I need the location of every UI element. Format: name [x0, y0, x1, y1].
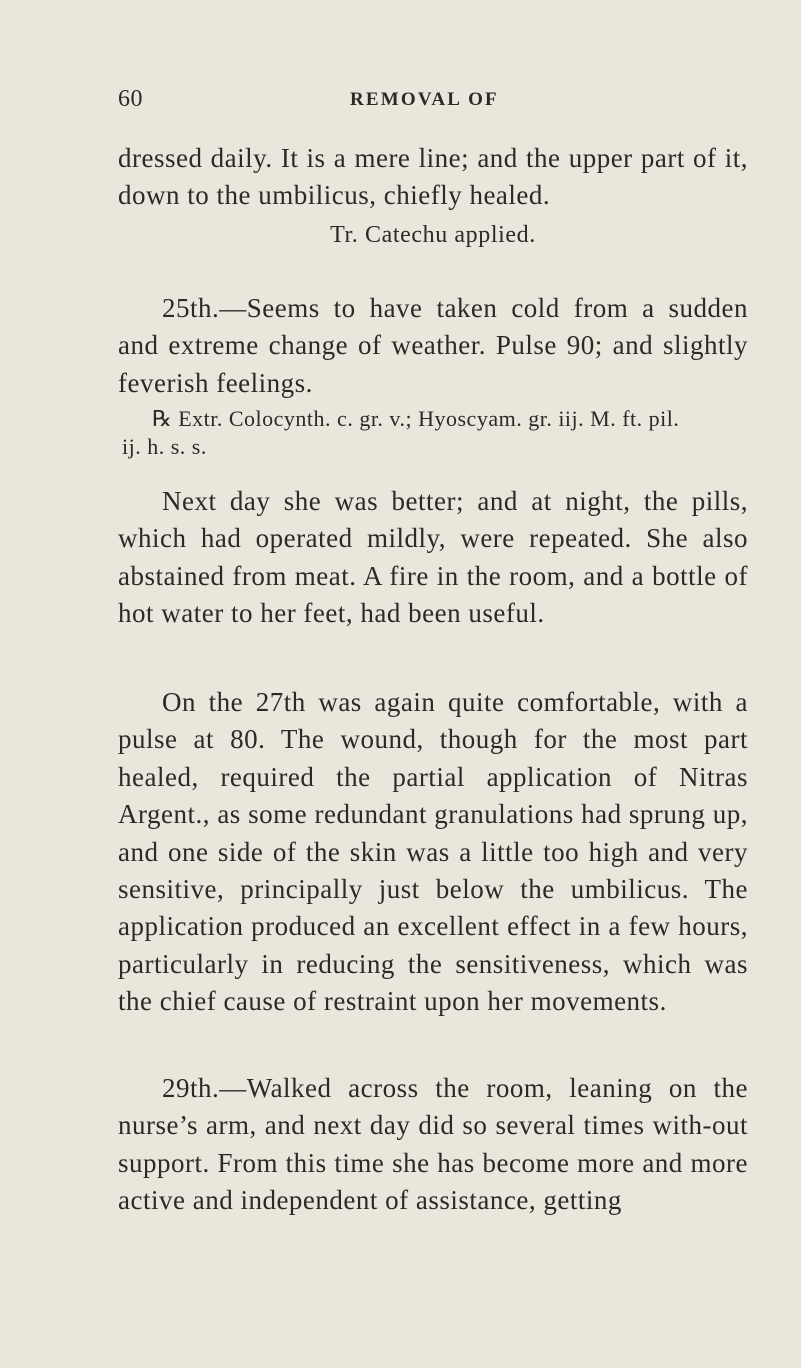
paragraph-25th-wrap: [118, 290, 748, 402]
paragraph-27th: On the 27th was again quite comfortable, with a pulse at 80. The wound, though for the most part healed, required the partial application of Nitras Argent., as some redundant granulations had sprung up, and one side of the skin was a little too high and very sensitive, principally just below the umbilicus. The application produced an excellent effect in a few hours, particularly in reducing the sensitiveness, which was the chief cause of restraint upon her movements.: [118, 687, 748, 1017]
paragraph-27th-wrap: [118, 684, 748, 1021]
paragraph-25th: 25th.—Seems to have taken cold from a sudden and extreme change of weather. Pulse 90; and slightly feverish feelings.: [118, 293, 748, 398]
paragraph-1: dressed daily. It is a mere line; and the upper part of it, down to the umbilicus, chiefly healed.: [118, 143, 748, 211]
prescription: [118, 405, 748, 461]
treatment-note: Tr. Catechu applied.: [330, 222, 536, 248]
paragraph-29th: 29th.—Walked across the room, leaning on the nurse’s arm, and next day did so several times with-out support. From this time she has become more and more active and independent of assistance, getting: [118, 1073, 748, 1216]
prescription-line-2: ij. h. s. s.: [122, 434, 207, 459]
page-number: 60: [118, 86, 143, 112]
paragraph-next-day: Next day she was better; and at night, the pills, which had operated mildly, were repeated. She also abstained from meat. A fire in the room, and a bottle of hot water to her feet, had been useful.: [118, 486, 748, 629]
paragraph-continued: [118, 140, 748, 215]
page-header: [118, 86, 748, 120]
prescription-line-1: ℞ Extr. Colocynth. c. gr. v.; Hyoscyam. gr. iij. M. ft. pil.: [152, 406, 680, 431]
paragraph-29th-wrap: [118, 1070, 748, 1220]
paragraph-next-day-wrap: [118, 483, 748, 633]
running-head: REMOVAL OF: [350, 89, 499, 110]
